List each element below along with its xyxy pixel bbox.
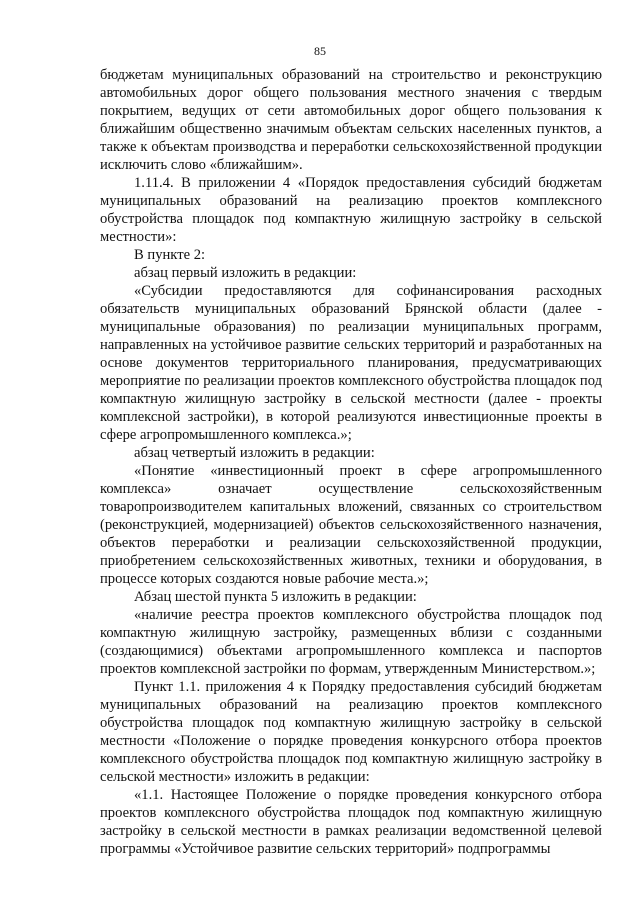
page-number: 85 [314, 44, 326, 58]
paragraph: «Субсидии предоставляются для софинансирования расходных обязательств муниципальных образований Брянской области (далее - муниципальные образования) по реализации муниципальных программ, направленных на устойчивое развитие сельских территорий и разработанных на основе документов территориального планирования, предусматривающих мероприятие по реализации проектов комплексного обустройства площадок под компактную жилищную застройку в сельской местности (далее - проекты комплексной застройки), в которой реализуются инвестиционные проекты в сфере агропромышленного комплекса.»; [100, 283, 602, 443]
paragraph: «наличие реестра проектов комплексного обустройства площадок под компактную жилищную застройку, размещенных вблизи с созданными (создающимися) объектами агропромышленного комплекса и паспортов проектов комплексной застройки по формам, утвержденным Министерством.»; [100, 607, 602, 677]
paragraph: Абзац шестой пункта 5 изложить в редакции: [134, 589, 417, 605]
paragraph: В пункте 2: [134, 247, 206, 263]
paragraph: «Понятие «инвестиционный проект в сфере агропромышленного комплекса» означает осуществление сельскохозяйственным товаропроизводителем капитальных вложений, связанных со строительством (реконструкцией, модернизацией) объектов сельскохозяйственного назначения, объектов переработки и реализации сельскохозяйственной продукции, приобретением сельскохозяйственных животных, техники и оборудования, в процессе которых создаются новые рабочие места.»; [100, 463, 602, 587]
paragraph: «1.1. Настоящее Положение о порядке проведения конкурсного отбора проектов комплексного обустройства площадок под компактную жилищную застройку в сельской местности в рамках реализации ведомственной целевой программы «Устойчивое развитие сельских территорий» подпрограммы [100, 787, 602, 857]
paragraph: абзац первый изложить в редакции: [134, 265, 357, 281]
paragraph: абзац четвертый изложить в редакции: [134, 445, 375, 461]
paragraph: бюджетам муниципальных образований на строительство и реконструкцию автомобильных дорог общего пользования местного значения с твердым покрытием, ведущих от сети автомобильных дорог общего пользования к ближайшим общественно значимым объектам сельских населенных пунктов, а также к объектам производства и переработки сельскохозяйственной продукции исключить слово «ближайшим». [100, 67, 602, 173]
paragraph: 1.11.4. В приложении 4 «Порядок предоставления субсидий бюджетам муниципальных образований на реализацию проектов комплексного обустройства площадок под компактную жилищную застройку в сельской местности»: [100, 175, 602, 245]
document-body [100, 66, 602, 858]
paragraph: Пункт 1.1. приложения 4 к Порядку предоставления субсидий бюджетам муниципальных образований на реализацию проектов комплексного обустройства площадок под компактную жилищную застройку в сельской местности «Положение о порядке проведения конкурсного отбора проектов комплексного обустройства площадок под компактную жилищную застройку в сельской местности» изложить в редакции: [100, 679, 602, 785]
